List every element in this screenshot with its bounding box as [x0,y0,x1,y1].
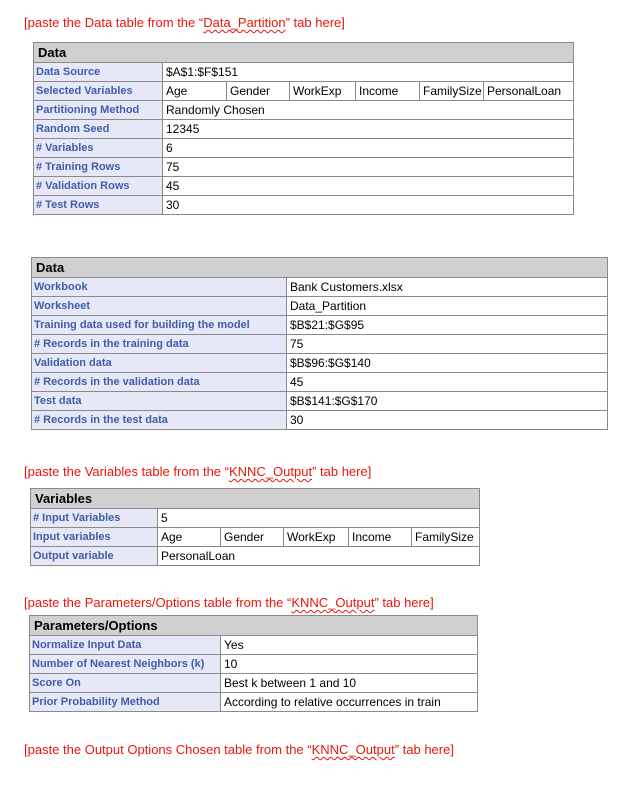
row-label: # Validation Rows [34,177,163,196]
variable-cell: Age [158,528,221,547]
variable-cell: WorkExp [284,528,349,547]
row-label: Number of Nearest Neighbors (k) [30,655,221,674]
row-value: Data_Partition [287,297,608,316]
row-label: # Training Rows [34,158,163,177]
data-table-partition [33,42,574,215]
row-value: $B$21:$G$95 [287,316,608,335]
row-value: Yes [221,636,478,655]
table-row [31,509,480,528]
variables-table [30,488,480,566]
table-row [30,636,478,655]
table-row [32,297,608,316]
row-label: Score On [30,674,221,693]
row-label: Normalize Input Data [30,636,221,655]
row-label: Prior Probability Method [30,693,221,712]
row-label: # Records in the training data [32,335,287,354]
table-row [30,655,478,674]
row-label: Random Seed [34,120,163,139]
row-label: Selected Variables [34,82,163,101]
table-row [34,177,574,196]
variable-cell: Gender [227,82,290,101]
variable-cell: WorkExp [290,82,356,101]
row-value: 10 [221,655,478,674]
table-title: Variables [31,489,480,509]
row-value: 45 [163,177,574,196]
table-row [31,528,480,547]
row-label: Data Source [34,63,163,82]
row-value: 75 [287,335,608,354]
variable-cell: PersonalLoan [484,82,574,101]
row-label: Input variables [31,528,158,547]
row-value: Randomly Chosen [163,101,574,120]
table-row [32,335,608,354]
table-row [32,316,608,335]
tab-name: KNNC_Output [291,595,375,610]
table-row [32,411,608,430]
tab-name: Data_Partition [203,15,286,30]
row-value: 5 [158,509,480,528]
variable-cell: FamilySize [412,528,480,547]
table-row [34,139,574,158]
table-row [34,101,574,120]
row-value: 45 [287,373,608,392]
variable-cell: Gender [221,528,284,547]
table-row [32,354,608,373]
table-row [32,278,608,297]
table-row [32,392,608,411]
row-value: Bank Customers.xlsx [287,278,608,297]
row-label: Training data used for building the model [32,316,287,335]
row-value: $A$1:$F$151 [163,63,574,82]
variable-cell: Age [163,82,227,101]
variable-cell: Income [349,528,412,547]
variable-cell: FamilySize [420,82,484,101]
table-row [32,373,608,392]
row-value: Best k between 1 and 10 [221,674,478,693]
table-row [31,547,480,566]
table-row [34,63,574,82]
row-value: 12345 [163,120,574,139]
row-value: $B$96:$G$140 [287,354,608,373]
table-title: Data [34,43,574,63]
table-row [30,674,478,693]
row-label: # Test Rows [34,196,163,215]
row-label: # Input Variables [31,509,158,528]
row-label: Test data [32,392,287,411]
row-label: Output variable [31,547,158,566]
row-value: PersonalLoan [158,547,480,566]
row-label: Worksheet [32,297,287,316]
row-value: 30 [163,196,574,215]
instruction-data-partition: [paste the Data table from the “Data_Partition” tab here] [24,15,345,30]
table-row [34,158,574,177]
row-label: Partitioning Method [34,101,163,120]
parameters-table [29,615,478,712]
row-label: Validation data [32,354,287,373]
instruction-output-options: [paste the Output Options Chosen table from the “KNNC_Output” tab here] [24,742,454,757]
variable-cell: Income [356,82,420,101]
tab-name: KNNC_Output [311,742,395,757]
row-label: # Records in the validation data [32,373,287,392]
table-row [30,693,478,712]
row-value: 30 [287,411,608,430]
instruction-variables: [paste the Variables table from the “KNNC_Output” tab here] [24,464,372,479]
data-table-workbook [31,257,608,430]
instruction-parameters: [paste the Parameters/Options table from the “KNNC_Output” tab here] [24,595,434,610]
table-title: Parameters/Options [30,616,478,636]
row-value: 75 [163,158,574,177]
table-row [34,196,574,215]
tab-name: KNNC_Output [228,464,313,479]
row-label: Workbook [32,278,287,297]
row-label: # Variables [34,139,163,158]
row-value: $B$141:$G$170 [287,392,608,411]
table-row [34,120,574,139]
table-title: Data [32,258,608,278]
table-row [34,82,574,101]
row-label: # Records in the test data [32,411,287,430]
row-value: According to relative occurrences in train [221,693,478,712]
row-value: 6 [163,139,574,158]
